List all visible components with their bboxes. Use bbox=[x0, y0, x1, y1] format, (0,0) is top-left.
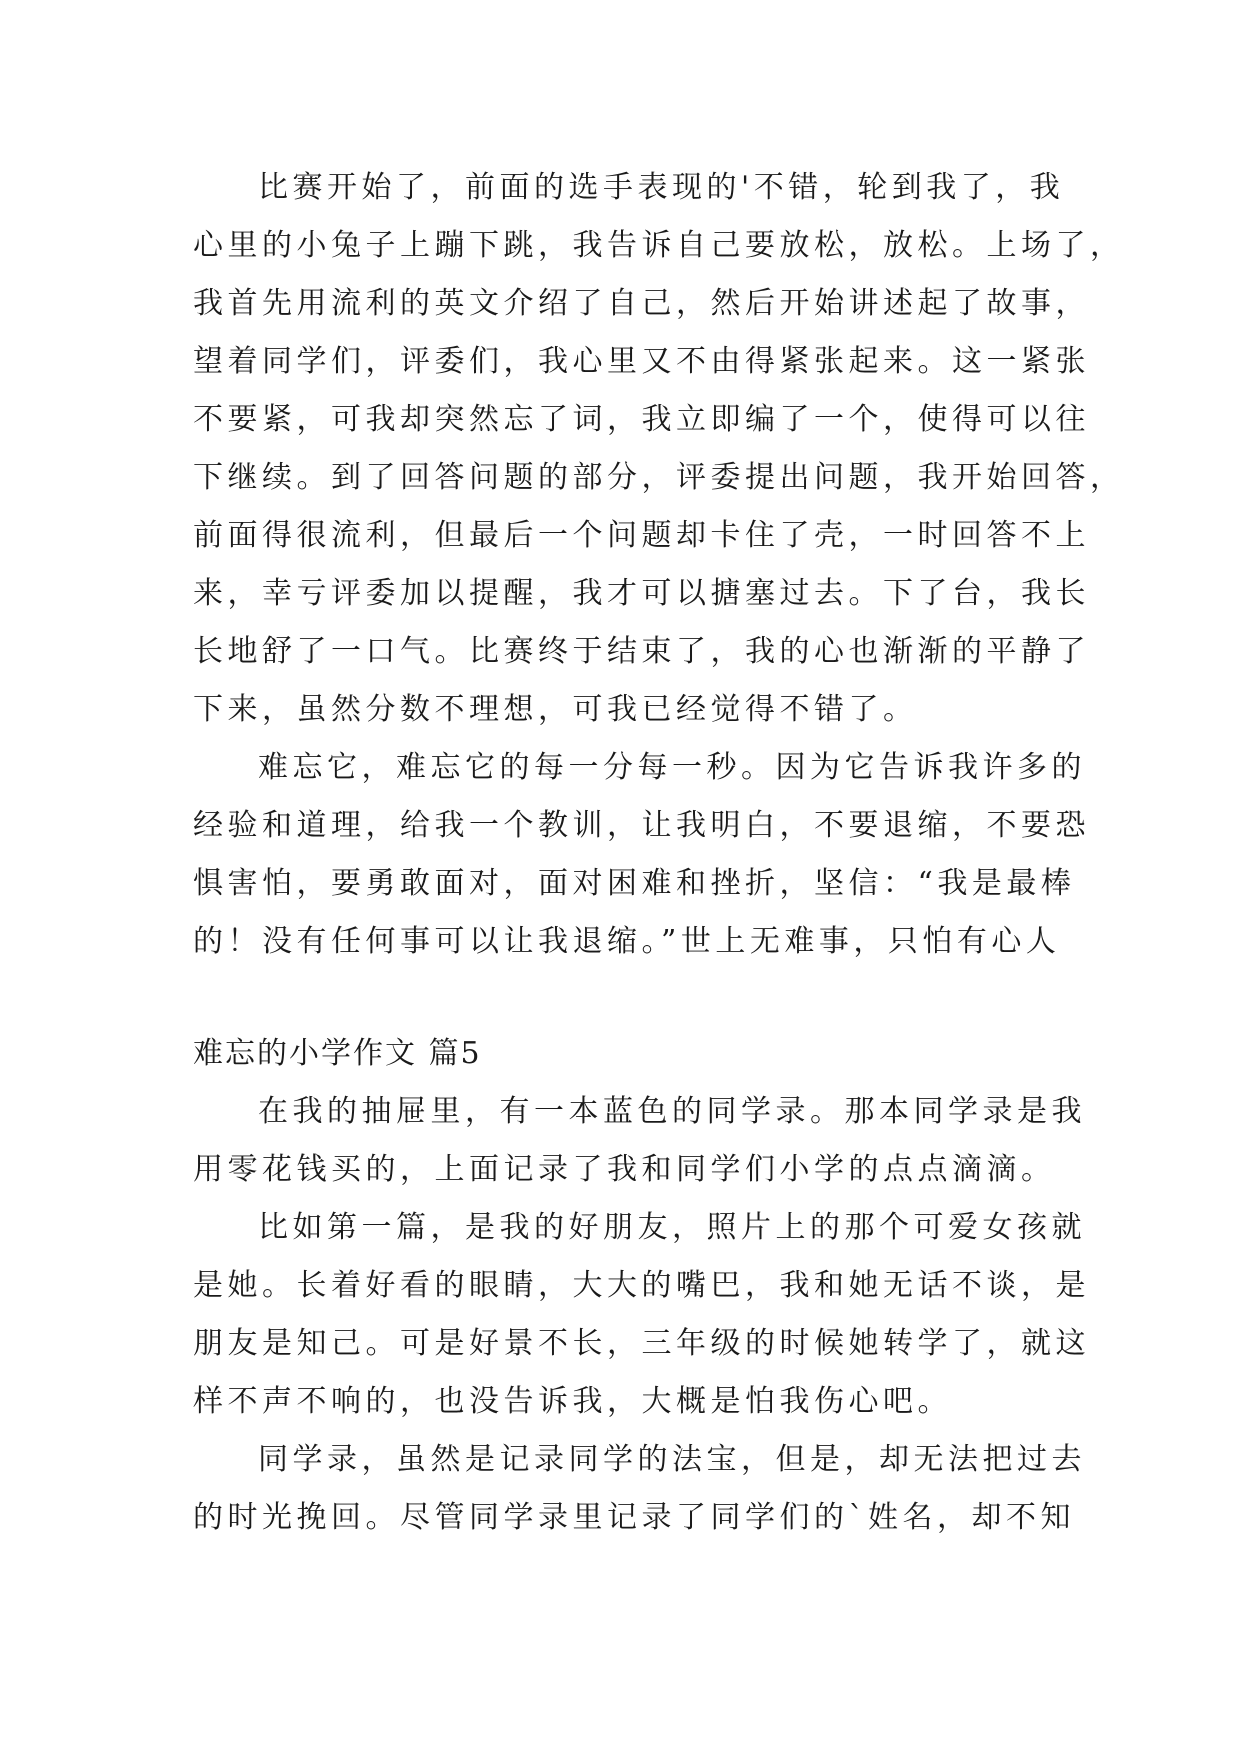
paragraph-line: 的时光挽回。尽管同学录里记录了同学们的`姓名，却不知 bbox=[193, 1500, 1075, 1535]
paragraph-line: 心里的小兔子上蹦下跳，我告诉自己要放松，放松。上场了， bbox=[193, 228, 1125, 263]
paragraph-line: 下来，虽然分数不理想，可我已经觉得不错了。 bbox=[193, 692, 918, 727]
paragraph-line: 前面得很流利，但最后一个问题却卡住了壳，一时回答不上 bbox=[193, 518, 1090, 553]
paragraph-line: 是她。长着好看的眼睛，大大的嘴巴，我和她无话不谈，是 bbox=[193, 1268, 1090, 1303]
paragraph-line: 下继续。到了回答问题的部分，评委提出问题，我开始回答， bbox=[193, 460, 1125, 495]
paragraph-line: 经验和道理，给我一个教训，让我明白，不要退缩，不要恐 bbox=[193, 808, 1090, 843]
paragraph-line: 样不声不响的，也没告诉我，大概是怕我伤心吧。 bbox=[193, 1384, 952, 1419]
paragraph-line: 难忘它，难忘它的每一分每一秒。因为它告诉我许多的 bbox=[258, 750, 1086, 785]
paragraph-line: 用零花钱买的，上面记录了我和同学们小学的点点滴滴。 bbox=[193, 1152, 1056, 1187]
paragraph-line: 比如第一篇，是我的好朋友，照片上的那个可爱女孩就 bbox=[258, 1210, 1086, 1245]
paragraph-line: 不要紧，可我却突然忘了词，我立即编了一个，使得可以往 bbox=[193, 402, 1090, 437]
section-heading: 难忘的小学作文 篇5 bbox=[193, 1036, 482, 1071]
paragraph-line: 的！没有任何事可以让我退缩。”世上无难事，只怕有心人 bbox=[193, 924, 1061, 959]
paragraph-line: 比赛开始了，前面的选手表现的'不错，轮到我了，我 bbox=[258, 170, 1065, 205]
paragraph-line: 来，幸亏评委加以提醒，我才可以搪塞过去。下了台，我长 bbox=[193, 576, 1090, 611]
paragraph-line: 望着同学们，评委们，我心里又不由得紧张起来。这一紧张 bbox=[193, 344, 1090, 379]
paragraph-line: 在我的抽屉里，有一本蓝色的同学录。那本同学录是我 bbox=[258, 1094, 1086, 1129]
paragraph-line: 朋友是知己。可是好景不长，三年级的时候她转学了，就这 bbox=[193, 1326, 1090, 1361]
paragraph-line: 长地舒了一口气。比赛终于结束了，我的心也渐渐的平静了 bbox=[193, 634, 1090, 669]
paragraph-line: 我首先用流利的英文介绍了自己，然后开始讲述起了故事， bbox=[193, 286, 1090, 321]
paragraph-line: 同学录，虽然是记录同学的法宝，但是，却无法把过去 bbox=[258, 1442, 1086, 1477]
paragraph-line: 惧害怕，要勇敢面对，面对困难和挫折，坚信：“我是最棒 bbox=[193, 866, 1076, 901]
